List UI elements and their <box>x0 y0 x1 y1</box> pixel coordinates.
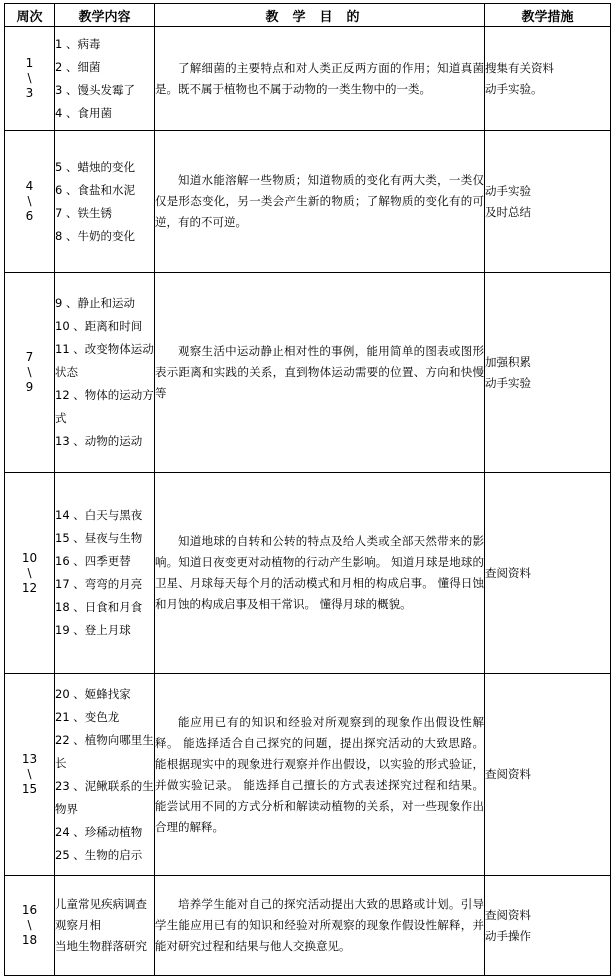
measures-cell <box>485 131 611 273</box>
goal-cell <box>155 273 485 473</box>
week-start: 13 <box>21 752 38 766</box>
header-row <box>5 4 611 27</box>
content-item: 23 、泥鳅联系的生物界 <box>55 778 154 816</box>
content-cell <box>55 27 155 131</box>
goal-cell <box>155 131 485 273</box>
week-end: 9 <box>25 380 34 394</box>
content-item: 10 、距离和时间 <box>55 319 143 333</box>
table-row <box>5 473 611 674</box>
goal-text: 了解细菌的主要特点和对人类正反两方面的作用；知道真菌是。既不属于植物也不属于动物的一类生物中的一类。 <box>155 60 484 96</box>
content-item: 20 、姬蜂找家 <box>55 686 131 701</box>
header-goal: 教学目的 <box>155 4 485 27</box>
goal-cell <box>155 674 485 876</box>
content-item: 儿童常见疾病调查 <box>55 897 147 911</box>
measure-item: 及时总结 <box>485 204 531 219</box>
content-item: 17 、弯弯的月亮 <box>55 577 143 591</box>
week-cell <box>5 674 55 876</box>
measures-cell <box>485 473 611 674</box>
table-row <box>5 273 611 473</box>
measures-cell <box>485 27 611 131</box>
content-cell <box>55 131 155 273</box>
measures-cell <box>485 876 611 976</box>
week-cell <box>5 27 55 131</box>
content-item: 16 、四季更替 <box>55 554 131 568</box>
content-item: 4 、食用菌 <box>55 105 112 120</box>
measure-item: 加强积累 <box>485 354 531 369</box>
week-start: 10 <box>21 550 38 565</box>
content-item: 观察月相 <box>55 918 101 932</box>
content-item: 1 、病毒 <box>55 36 101 51</box>
content-item: 15 、昼夜与生物 <box>55 531 143 545</box>
table-row <box>5 876 611 976</box>
header-content: 教学内容 <box>55 4 155 27</box>
teaching-plan-table <box>4 3 611 976</box>
week-separator: \ <box>27 767 32 781</box>
week-start: 1 <box>25 56 34 70</box>
goal-text: 能应用已有的知识和经验对所观察到的现象作出假设性解释。 能选择适合自己探究的问题，提出探究活动的大致思路。 能根据现实中的现象进行观察并作出假设，以实验的形式验证，并做实验记录。 能选择自己擅长的方式表述探究过程和结果。 能尝试用不同的方式分析和解读动植物的关系，对一些现象作出合理的解释。 <box>155 714 484 834</box>
week-start: 7 <box>25 350 34 364</box>
content-item: 14 、白天与黑夜 <box>55 508 143 522</box>
content-item: 24 、珍稀动植物 <box>55 824 143 839</box>
content-cell <box>55 473 155 674</box>
goal-cell <box>155 27 485 131</box>
content-cell <box>55 674 155 876</box>
measure-item: 查阅资料 <box>485 907 531 922</box>
measures-cell <box>485 273 611 473</box>
measures-cell <box>485 674 611 876</box>
content-item: 21 、变色龙 <box>55 709 120 724</box>
content-cell <box>55 273 155 473</box>
week-end: 15 <box>21 782 38 796</box>
week-separator: \ <box>27 565 32 580</box>
table-row <box>5 674 611 876</box>
week-end: 3 <box>25 86 34 100</box>
measure-item: 动手操作 <box>485 928 531 943</box>
content-cell <box>55 876 155 976</box>
content-item: 11 、改变物体运动状态 <box>55 342 154 379</box>
table-row <box>5 131 611 273</box>
header-measures: 教学措施 <box>485 4 611 27</box>
goal-cell <box>155 473 485 674</box>
measure-item: 查阅资料 <box>485 565 531 580</box>
content-item: 8 、牛奶的变化 <box>55 228 135 243</box>
goal-text: 知道水能溶解一些物质；知道物质的变化有两大类，一类仅仅是形态变化，另一类会产生新的物质；了解物质的变化有的可逆，有的不可逆。 <box>155 173 484 229</box>
content-item: 当地生物群落研究 <box>55 939 147 953</box>
content-item: 6 、食盐和水泥 <box>55 182 135 197</box>
week-end: 12 <box>21 580 38 595</box>
measure-item: 搜集有关资料 <box>485 60 554 75</box>
goal-text: 培养学生能对自己的探究活动提出大致的思路或计划。引导学生能应用已有的知识和经验对所观察的现象作假设性解释，并能对研究过程和结果与他人交换意见。 <box>155 897 484 953</box>
week-separator: \ <box>27 71 32 85</box>
table-row <box>5 27 611 131</box>
measure-item: 查阅资料 <box>485 767 531 781</box>
content-item: 9 、静止和运动 <box>55 296 135 310</box>
content-item: 18 、日食和月食19 、登上月球 <box>55 600 143 637</box>
week-start: 16 <box>21 903 38 917</box>
goal-text: 知道地球的自转和公转的特点及给人类或全部天然带来的影响。知道日夜变更对动植物的行动产生影响。 知道月球是地球的卫星、月球每天每个月的活动模式和月相的构成启事。 懂得日蚀和月蚀的构成启事及相干常识。 懂得月球的概貌。 <box>155 534 484 611</box>
content-item: 25 、生物的启示 <box>55 847 143 862</box>
week-separator: \ <box>27 918 32 932</box>
content-item: 5 、蜡烛的变化 <box>55 159 135 174</box>
content-item: 3 、馒头发霉了 <box>55 82 135 97</box>
content-item: 22 、植物向哪里生长 <box>55 732 154 770</box>
week-start: 4 <box>25 179 34 193</box>
week-cell <box>5 273 55 473</box>
measure-item: 动手实验 <box>485 375 531 390</box>
week-separator: \ <box>27 194 32 208</box>
content-item: 7 、铁生锈 <box>55 205 112 220</box>
week-cell <box>5 131 55 273</box>
week-end: 6 <box>25 209 34 223</box>
week-separator: \ <box>27 365 32 379</box>
week-cell <box>5 876 55 976</box>
goal-text: 观察生活中运动静止相对性的事例，能用简单的图表或图形表示距离和实践的关系，直到物体运动需要的位置、方向和快慢等 <box>155 344 484 400</box>
measure-item: 动手实验 <box>485 183 531 198</box>
header-week: 周次 <box>5 4 55 27</box>
content-item: 13 、动物的运动 <box>55 434 143 448</box>
goal-cell <box>155 876 485 976</box>
content-item: 12 、物体的运动方式 <box>55 388 154 425</box>
content-item: 2 、细菌 <box>55 59 101 74</box>
week-end: 18 <box>21 933 38 947</box>
week-cell <box>5 473 55 674</box>
measure-item: 动手实验。 <box>485 81 543 96</box>
